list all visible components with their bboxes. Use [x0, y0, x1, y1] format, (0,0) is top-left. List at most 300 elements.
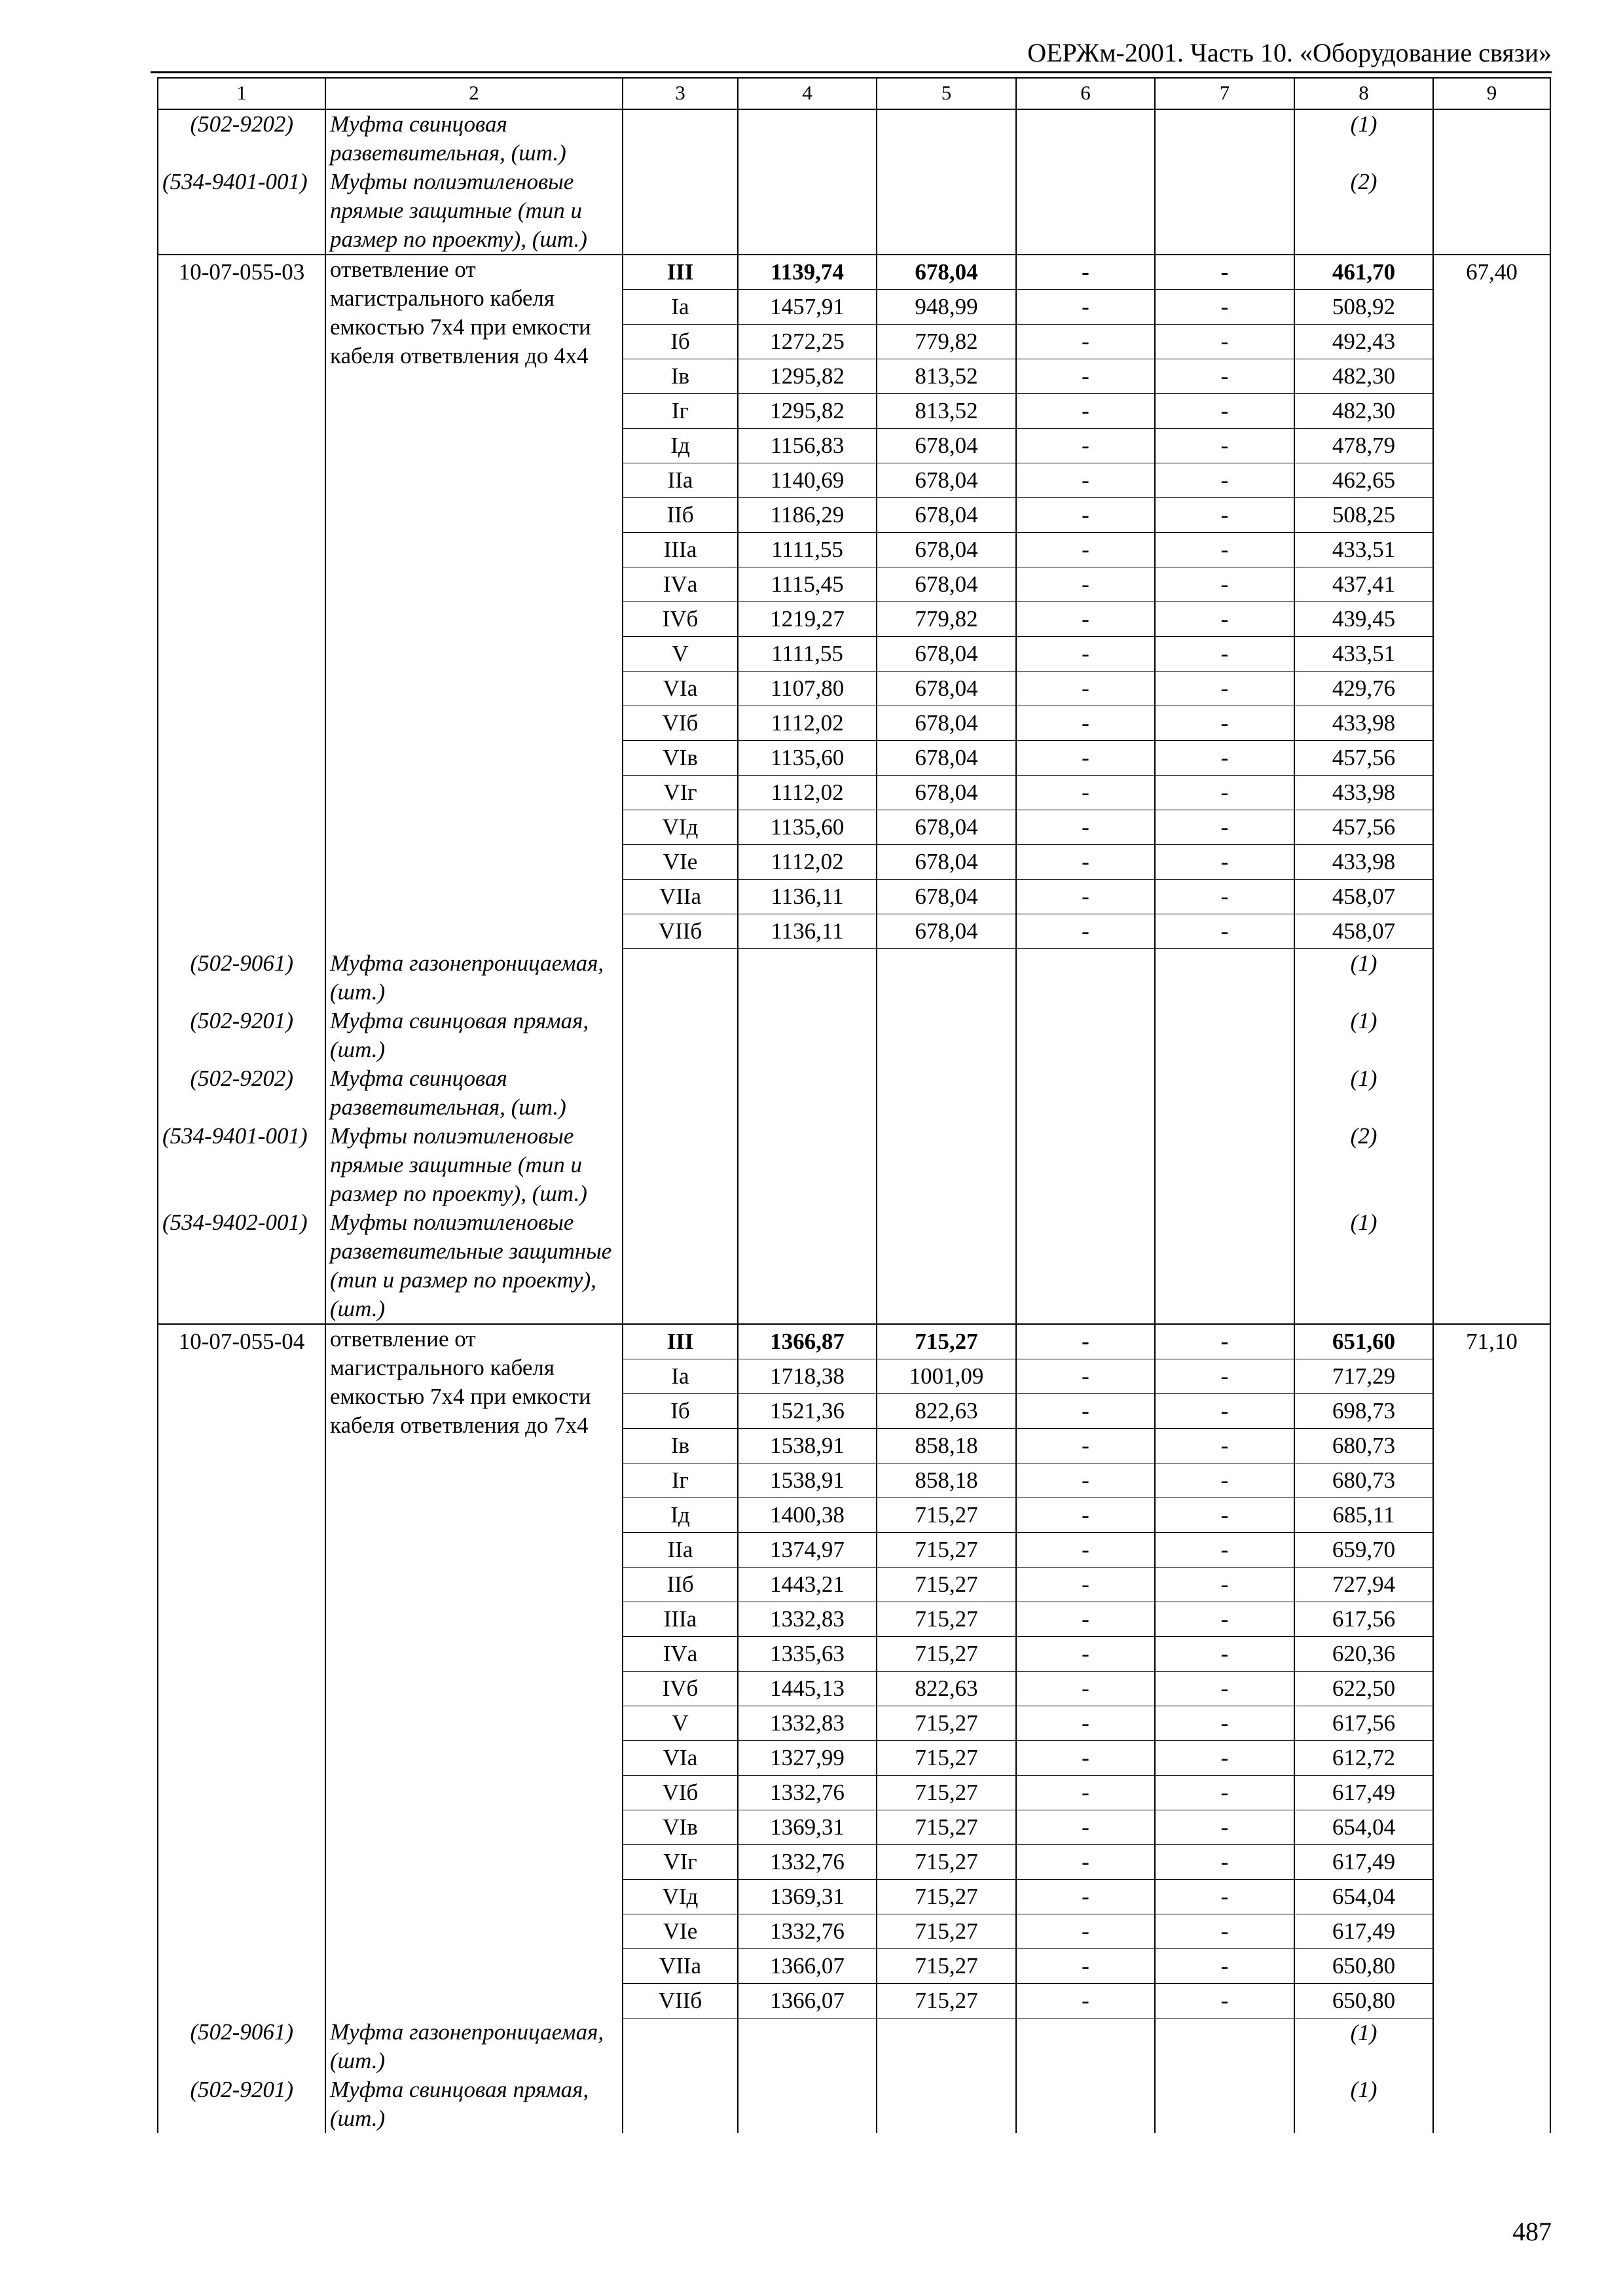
machinist-wages-cell: - [1155, 1810, 1294, 1844]
material-name: Муфта газонепроницаемая, (шт.) [325, 949, 623, 1007]
machinist-wages-cell: - [1155, 394, 1294, 429]
total-cost-cell: 1366,07 [738, 1983, 877, 2018]
machines-cell: - [1016, 845, 1155, 880]
materials-cell: 429,76 [1294, 672, 1433, 706]
wages-cell: 822,63 [877, 1393, 1016, 1428]
wages-cell: 678,04 [877, 776, 1016, 810]
column-number: 5 [877, 78, 1016, 109]
machines-cell: - [1016, 672, 1155, 706]
wages-cell: 678,04 [877, 741, 1016, 776]
empty-cell [1433, 2075, 1550, 2133]
material-quantity: (1) [1294, 949, 1433, 1007]
wages-cell: 715,27 [877, 1879, 1016, 1914]
total-cost-cell: 1400,38 [738, 1498, 877, 1532]
zone-cell: Iб [623, 325, 738, 359]
material-code: (502-9061) [158, 2018, 325, 2075]
machines-cell: - [1016, 1879, 1155, 1914]
rate-row [158, 1324, 1550, 1359]
materials-cell: 617,56 [1294, 1706, 1433, 1740]
machines-cell: - [1016, 880, 1155, 914]
total-cost-cell: 1521,36 [738, 1393, 877, 1428]
material-quantity: (1) [1294, 109, 1433, 168]
machinist-wages-cell: - [1155, 1948, 1294, 1983]
empty-cell [738, 949, 877, 1007]
materials-cell: 617,49 [1294, 1775, 1433, 1810]
rates-table-container [157, 77, 1551, 2133]
labor-cost-cell: 71,10 [1433, 1324, 1550, 2018]
total-cost-cell: 1335,63 [738, 1636, 877, 1671]
machinist-wages-cell: - [1155, 1844, 1294, 1879]
wages-cell: 715,27 [877, 1810, 1016, 1844]
machinist-wages-cell: - [1155, 1636, 1294, 1671]
material-name: Муфта свинцовая прямая, (шт.) [325, 1007, 623, 1064]
zone-cell: VIв [623, 1810, 738, 1844]
materials-cell: 680,73 [1294, 1463, 1433, 1498]
total-cost-cell: 1332,83 [738, 1706, 877, 1740]
zone-cell: VIб [623, 1775, 738, 1810]
material-row [158, 2075, 1550, 2133]
machines-cell: - [1016, 1636, 1155, 1671]
wages-cell: 678,04 [877, 637, 1016, 672]
materials-cell: 478,79 [1294, 429, 1433, 463]
total-cost-cell: 1115,45 [738, 567, 877, 602]
zone-cell: Iг [623, 1463, 738, 1498]
machinist-wages-cell: - [1155, 810, 1294, 845]
page-number: 487 [1512, 2217, 1552, 2246]
materials-cell: 620,36 [1294, 1636, 1433, 1671]
rate-description [325, 1324, 623, 2018]
empty-cell [1433, 949, 1550, 1007]
rate-description [325, 255, 623, 949]
wages-cell: 715,27 [877, 1914, 1016, 1948]
machines-cell: - [1016, 463, 1155, 498]
empty-cell [1155, 1208, 1294, 1324]
total-cost-cell: 1139,74 [738, 255, 877, 290]
zone-cell: Iд [623, 429, 738, 463]
empty-cell [623, 2018, 738, 2075]
material-quantity: (1) [1294, 2075, 1433, 2133]
total-cost-cell: 1374,97 [738, 1532, 877, 1567]
zone-cell: V [623, 637, 738, 672]
zone-cell: IIа [623, 463, 738, 498]
empty-cell [1433, 109, 1550, 168]
machinist-wages-cell: - [1155, 533, 1294, 567]
total-cost-cell: 1327,99 [738, 1740, 877, 1775]
wages-cell: 715,27 [877, 1775, 1016, 1810]
total-cost-cell: 1135,60 [738, 741, 877, 776]
material-name: Муфта свинцовая разветвительная, (шт.) [325, 1064, 623, 1122]
materials-cell: 680,73 [1294, 1428, 1433, 1463]
materials-cell: 462,65 [1294, 463, 1433, 498]
machines-cell: - [1016, 1498, 1155, 1532]
material-quantity: (1) [1294, 1064, 1433, 1122]
machinist-wages-cell: - [1155, 498, 1294, 533]
column-number: 7 [1155, 78, 1294, 109]
total-cost-cell: 1136,11 [738, 914, 877, 949]
wages-cell: 715,27 [877, 1948, 1016, 1983]
machines-cell: - [1016, 498, 1155, 533]
empty-cell [1016, 1122, 1155, 1208]
zone-cell: VIIб [623, 1983, 738, 2018]
machinist-wages-cell: - [1155, 567, 1294, 602]
machines-cell: - [1016, 1532, 1155, 1567]
materials-cell: 433,51 [1294, 533, 1433, 567]
machines-cell: - [1016, 741, 1155, 776]
wages-cell: 715,27 [877, 1602, 1016, 1636]
wages-cell: 948,99 [877, 290, 1016, 325]
zone-cell: VIе [623, 845, 738, 880]
materials-cell: 482,30 [1294, 359, 1433, 394]
empty-cell [738, 2018, 877, 2075]
materials-cell: 433,98 [1294, 845, 1433, 880]
total-cost-cell: 1369,31 [738, 1879, 877, 1914]
column-number: 6 [1016, 78, 1155, 109]
empty-cell [1433, 2018, 1550, 2075]
zone-cell: IVб [623, 1671, 738, 1706]
empty-cell [623, 949, 738, 1007]
machinist-wages-cell: - [1155, 741, 1294, 776]
materials-cell: 654,04 [1294, 1810, 1433, 1844]
machines-cell: - [1016, 1602, 1155, 1636]
empty-cell [1016, 1064, 1155, 1122]
machinist-wages-cell: - [1155, 1393, 1294, 1428]
wages-cell: 678,04 [877, 880, 1016, 914]
zone-cell: IIб [623, 498, 738, 533]
materials-cell: 650,80 [1294, 1983, 1433, 2018]
machinist-wages-cell: - [1155, 1914, 1294, 1948]
empty-cell [623, 1122, 738, 1208]
total-cost-cell: 1366,87 [738, 1324, 877, 1359]
materials-cell: 457,56 [1294, 741, 1433, 776]
zone-cell: III [623, 255, 738, 290]
wages-cell: 858,18 [877, 1463, 1016, 1498]
empty-cell [1433, 1122, 1550, 1208]
machines-cell: - [1016, 706, 1155, 741]
materials-cell: 612,72 [1294, 1740, 1433, 1775]
empty-cell [1016, 168, 1155, 255]
zone-cell: VIе [623, 1914, 738, 1948]
total-cost-cell: 1332,76 [738, 1844, 877, 1879]
zone-cell: VIд [623, 810, 738, 845]
total-cost-cell: 1219,27 [738, 602, 877, 637]
machines-cell: - [1016, 394, 1155, 429]
rate-code: 10-07-055-04 [158, 1324, 325, 2018]
empty-cell [738, 1122, 877, 1208]
empty-cell [1016, 109, 1155, 168]
material-name: Муфты полиэтиленовые прямые защитные (тип и размер по проекту), (шт.) [325, 168, 623, 255]
empty-cell [1016, 2075, 1155, 2133]
machinist-wages-cell: - [1155, 880, 1294, 914]
header-rule [151, 71, 1552, 73]
total-cost-cell: 1156,83 [738, 429, 877, 463]
wages-cell: 715,27 [877, 1983, 1016, 2018]
wages-cell: 678,04 [877, 914, 1016, 949]
total-cost-cell: 1366,07 [738, 1948, 877, 1983]
empty-cell [1433, 1208, 1550, 1324]
zone-cell: Iв [623, 1428, 738, 1463]
total-cost-cell: 1538,91 [738, 1428, 877, 1463]
empty-cell [1155, 949, 1294, 1007]
empty-cell [877, 1208, 1016, 1324]
zone-cell: VIд [623, 1879, 738, 1914]
machinist-wages-cell: - [1155, 463, 1294, 498]
machines-cell: - [1016, 1948, 1155, 1983]
materials-cell: 433,98 [1294, 776, 1433, 810]
zone-cell: Iг [623, 394, 738, 429]
material-quantity: (1) [1294, 1208, 1433, 1324]
materials-cell: 458,07 [1294, 880, 1433, 914]
zone-cell: Iа [623, 290, 738, 325]
empty-cell [1155, 1007, 1294, 1064]
total-cost-cell: 1186,29 [738, 498, 877, 533]
empty-cell [877, 168, 1016, 255]
material-code: (534-9402-001) [158, 1208, 325, 1324]
empty-cell [738, 1064, 877, 1122]
zone-cell: IIа [623, 1532, 738, 1567]
material-code: (502-9201) [158, 1007, 325, 1064]
machines-cell: - [1016, 1393, 1155, 1428]
total-cost-cell: 1295,82 [738, 394, 877, 429]
material-quantity: (2) [1294, 1122, 1433, 1208]
empty-cell [877, 2018, 1016, 2075]
wages-cell: 715,27 [877, 1498, 1016, 1532]
machinist-wages-cell: - [1155, 776, 1294, 810]
total-cost-cell: 1136,11 [738, 880, 877, 914]
total-cost-cell: 1332,76 [738, 1914, 877, 1948]
wages-cell: 678,04 [877, 255, 1016, 290]
material-row [158, 2018, 1550, 2075]
machines-cell: - [1016, 776, 1155, 810]
empty-cell [877, 949, 1016, 1007]
empty-cell [738, 1007, 877, 1064]
materials-cell: 659,70 [1294, 1532, 1433, 1567]
empty-cell [738, 2075, 877, 2133]
material-code: (502-9202) [158, 109, 325, 168]
total-cost-cell: 1332,76 [738, 1775, 877, 1810]
machinist-wages-cell: - [1155, 1671, 1294, 1706]
empty-cell [877, 2075, 1016, 2133]
empty-cell [1155, 168, 1294, 255]
material-name: Муфта газонепроницаемая, (шт.) [325, 2018, 623, 2075]
machines-cell: - [1016, 1810, 1155, 1844]
total-cost-cell: 1112,02 [738, 845, 877, 880]
machinist-wages-cell: - [1155, 602, 1294, 637]
materials-cell: 698,73 [1294, 1393, 1433, 1428]
zone-cell: Iб [623, 1393, 738, 1428]
empty-cell [1016, 1007, 1155, 1064]
empty-cell [1016, 2018, 1155, 2075]
total-cost-cell: 1112,02 [738, 776, 877, 810]
machines-cell: - [1016, 1983, 1155, 2018]
wages-cell: 678,04 [877, 463, 1016, 498]
total-cost-cell: 1140,69 [738, 463, 877, 498]
zone-cell: IVа [623, 567, 738, 602]
machines-cell: - [1016, 1914, 1155, 1948]
materials-cell: 617,49 [1294, 1844, 1433, 1879]
machines-cell: - [1016, 429, 1155, 463]
zone-cell: VIIб [623, 914, 738, 949]
wages-cell: 678,04 [877, 706, 1016, 741]
empty-cell [623, 168, 738, 255]
wages-cell: 678,04 [877, 845, 1016, 880]
column-number: 4 [738, 78, 877, 109]
materials-cell: 461,70 [1294, 255, 1433, 290]
column-number: 9 [1433, 78, 1550, 109]
machines-cell: - [1016, 602, 1155, 637]
empty-cell [877, 1007, 1016, 1064]
empty-cell [1155, 2018, 1294, 2075]
zone-cell: VIб [623, 706, 738, 741]
wages-cell: 715,27 [877, 1740, 1016, 1775]
empty-cell [1433, 168, 1550, 255]
wages-cell: 1001,09 [877, 1359, 1016, 1393]
zone-cell: VIIа [623, 880, 738, 914]
material-quantity: (1) [1294, 2018, 1433, 2075]
machines-cell: - [1016, 637, 1155, 672]
total-cost-cell: 1445,13 [738, 1671, 877, 1706]
materials-cell: 439,45 [1294, 602, 1433, 637]
total-cost-cell: 1111,55 [738, 533, 877, 567]
machines-cell: - [1016, 1359, 1155, 1393]
rate-row [158, 255, 1550, 290]
machines-cell: - [1016, 567, 1155, 602]
machines-cell: - [1016, 1740, 1155, 1775]
material-row [158, 168, 1550, 255]
wages-cell: 822,63 [877, 1671, 1016, 1706]
empty-cell [623, 1064, 738, 1122]
empty-cell [623, 2075, 738, 2133]
materials-cell: 685,11 [1294, 1498, 1433, 1532]
machinist-wages-cell: - [1155, 429, 1294, 463]
material-name: Муфта свинцовая разветвительная, (шт.) [325, 109, 623, 168]
empty-cell [623, 1007, 738, 1064]
material-quantity: (2) [1294, 168, 1433, 255]
empty-cell [1155, 2075, 1294, 2133]
machinist-wages-cell: - [1155, 1428, 1294, 1463]
zone-cell: VIIа [623, 1948, 738, 1983]
materials-cell: 437,41 [1294, 567, 1433, 602]
material-row [158, 109, 1550, 168]
material-name: Муфта свинцовая прямая, (шт.) [325, 2075, 623, 2133]
total-cost-cell: 1295,82 [738, 359, 877, 394]
column-number: 2 [325, 78, 623, 109]
wages-cell: 813,52 [877, 394, 1016, 429]
machinist-wages-cell: - [1155, 1879, 1294, 1914]
total-cost-cell: 1718,38 [738, 1359, 877, 1393]
empty-cell [738, 1208, 877, 1324]
wages-cell: 678,04 [877, 498, 1016, 533]
wages-cell: 678,04 [877, 672, 1016, 706]
machines-cell: - [1016, 1706, 1155, 1740]
zone-cell: Iа [623, 1359, 738, 1393]
wages-cell: 779,82 [877, 325, 1016, 359]
materials-cell: 651,60 [1294, 1324, 1433, 1359]
machinist-wages-cell: - [1155, 672, 1294, 706]
empty-cell [738, 109, 877, 168]
wages-cell: 715,27 [877, 1706, 1016, 1740]
machinist-wages-cell: - [1155, 1498, 1294, 1532]
wages-cell: 678,04 [877, 810, 1016, 845]
zone-cell: VIг [623, 1844, 738, 1879]
labor-cost-cell: 67,40 [1433, 255, 1550, 949]
machinist-wages-cell: - [1155, 637, 1294, 672]
wages-cell: 678,04 [877, 429, 1016, 463]
machines-cell: - [1016, 810, 1155, 845]
material-name: Муфты полиэтиленовые прямые защитные (тип и размер по проекту), (шт.) [325, 1122, 623, 1208]
total-cost-cell: 1369,31 [738, 1810, 877, 1844]
machinist-wages-cell: - [1155, 290, 1294, 325]
wages-cell: 715,27 [877, 1844, 1016, 1879]
total-cost-cell: 1332,83 [738, 1602, 877, 1636]
empty-cell [1155, 1064, 1294, 1122]
machinist-wages-cell: - [1155, 1706, 1294, 1740]
rates-table [157, 77, 1551, 2133]
zone-cell: VIг [623, 776, 738, 810]
zone-cell: VIа [623, 672, 738, 706]
material-quantity: (1) [1294, 1007, 1433, 1064]
wages-cell: 715,27 [877, 1567, 1016, 1602]
zone-cell: V [623, 1706, 738, 1740]
total-cost-cell: 1112,02 [738, 706, 877, 741]
machines-cell: - [1016, 1463, 1155, 1498]
machinist-wages-cell: - [1155, 1463, 1294, 1498]
material-code: (534-9401-001) [158, 1122, 325, 1208]
rate-description-text: ответвление от магистрального кабеля емкостью 7х4 при емкости кабеля ответвления до 4х4 [330, 257, 591, 368]
machinist-wages-cell: - [1155, 914, 1294, 949]
materials-cell: 617,49 [1294, 1914, 1433, 1948]
wages-cell: 779,82 [877, 602, 1016, 637]
total-cost-cell: 1135,60 [738, 810, 877, 845]
materials-cell: 654,04 [1294, 1879, 1433, 1914]
material-code: (502-9201) [158, 2075, 325, 2133]
empty-cell [1433, 1007, 1550, 1064]
machinist-wages-cell: - [1155, 1602, 1294, 1636]
zone-cell: VIа [623, 1740, 738, 1775]
materials-cell: 622,50 [1294, 1671, 1433, 1706]
empty-cell [1016, 1208, 1155, 1324]
zone-cell: IIб [623, 1567, 738, 1602]
materials-cell: 457,56 [1294, 810, 1433, 845]
materials-cell: 458,07 [1294, 914, 1433, 949]
machines-cell: - [1016, 1567, 1155, 1602]
materials-cell: 717,29 [1294, 1359, 1433, 1393]
materials-cell: 492,43 [1294, 325, 1433, 359]
zone-cell: IVа [623, 1636, 738, 1671]
material-code: (502-9202) [158, 1064, 325, 1122]
empty-cell [877, 1064, 1016, 1122]
machines-cell: - [1016, 1324, 1155, 1359]
machines-cell: - [1016, 1844, 1155, 1879]
wages-cell: 858,18 [877, 1428, 1016, 1463]
machinist-wages-cell: - [1155, 1567, 1294, 1602]
total-cost-cell: 1538,91 [738, 1463, 877, 1498]
wages-cell: 678,04 [877, 533, 1016, 567]
machinist-wages-cell: - [1155, 1532, 1294, 1567]
zone-cell: III [623, 1324, 738, 1359]
machinist-wages-cell: - [1155, 359, 1294, 394]
wages-cell: 678,04 [877, 567, 1016, 602]
wages-cell: 715,27 [877, 1532, 1016, 1567]
rate-description-text: ответвление от магистрального кабеля емкостью 7х4 при емкости кабеля ответвления до 7х4 [330, 1325, 591, 1438]
empty-cell [1433, 1064, 1550, 1122]
materials-cell: 508,25 [1294, 498, 1433, 533]
column-number: 1 [158, 78, 325, 109]
machinist-wages-cell: - [1155, 1324, 1294, 1359]
materials-cell: 650,80 [1294, 1948, 1433, 1983]
total-cost-cell: 1111,55 [738, 637, 877, 672]
machines-cell: - [1016, 255, 1155, 290]
empty-cell [1016, 949, 1155, 1007]
